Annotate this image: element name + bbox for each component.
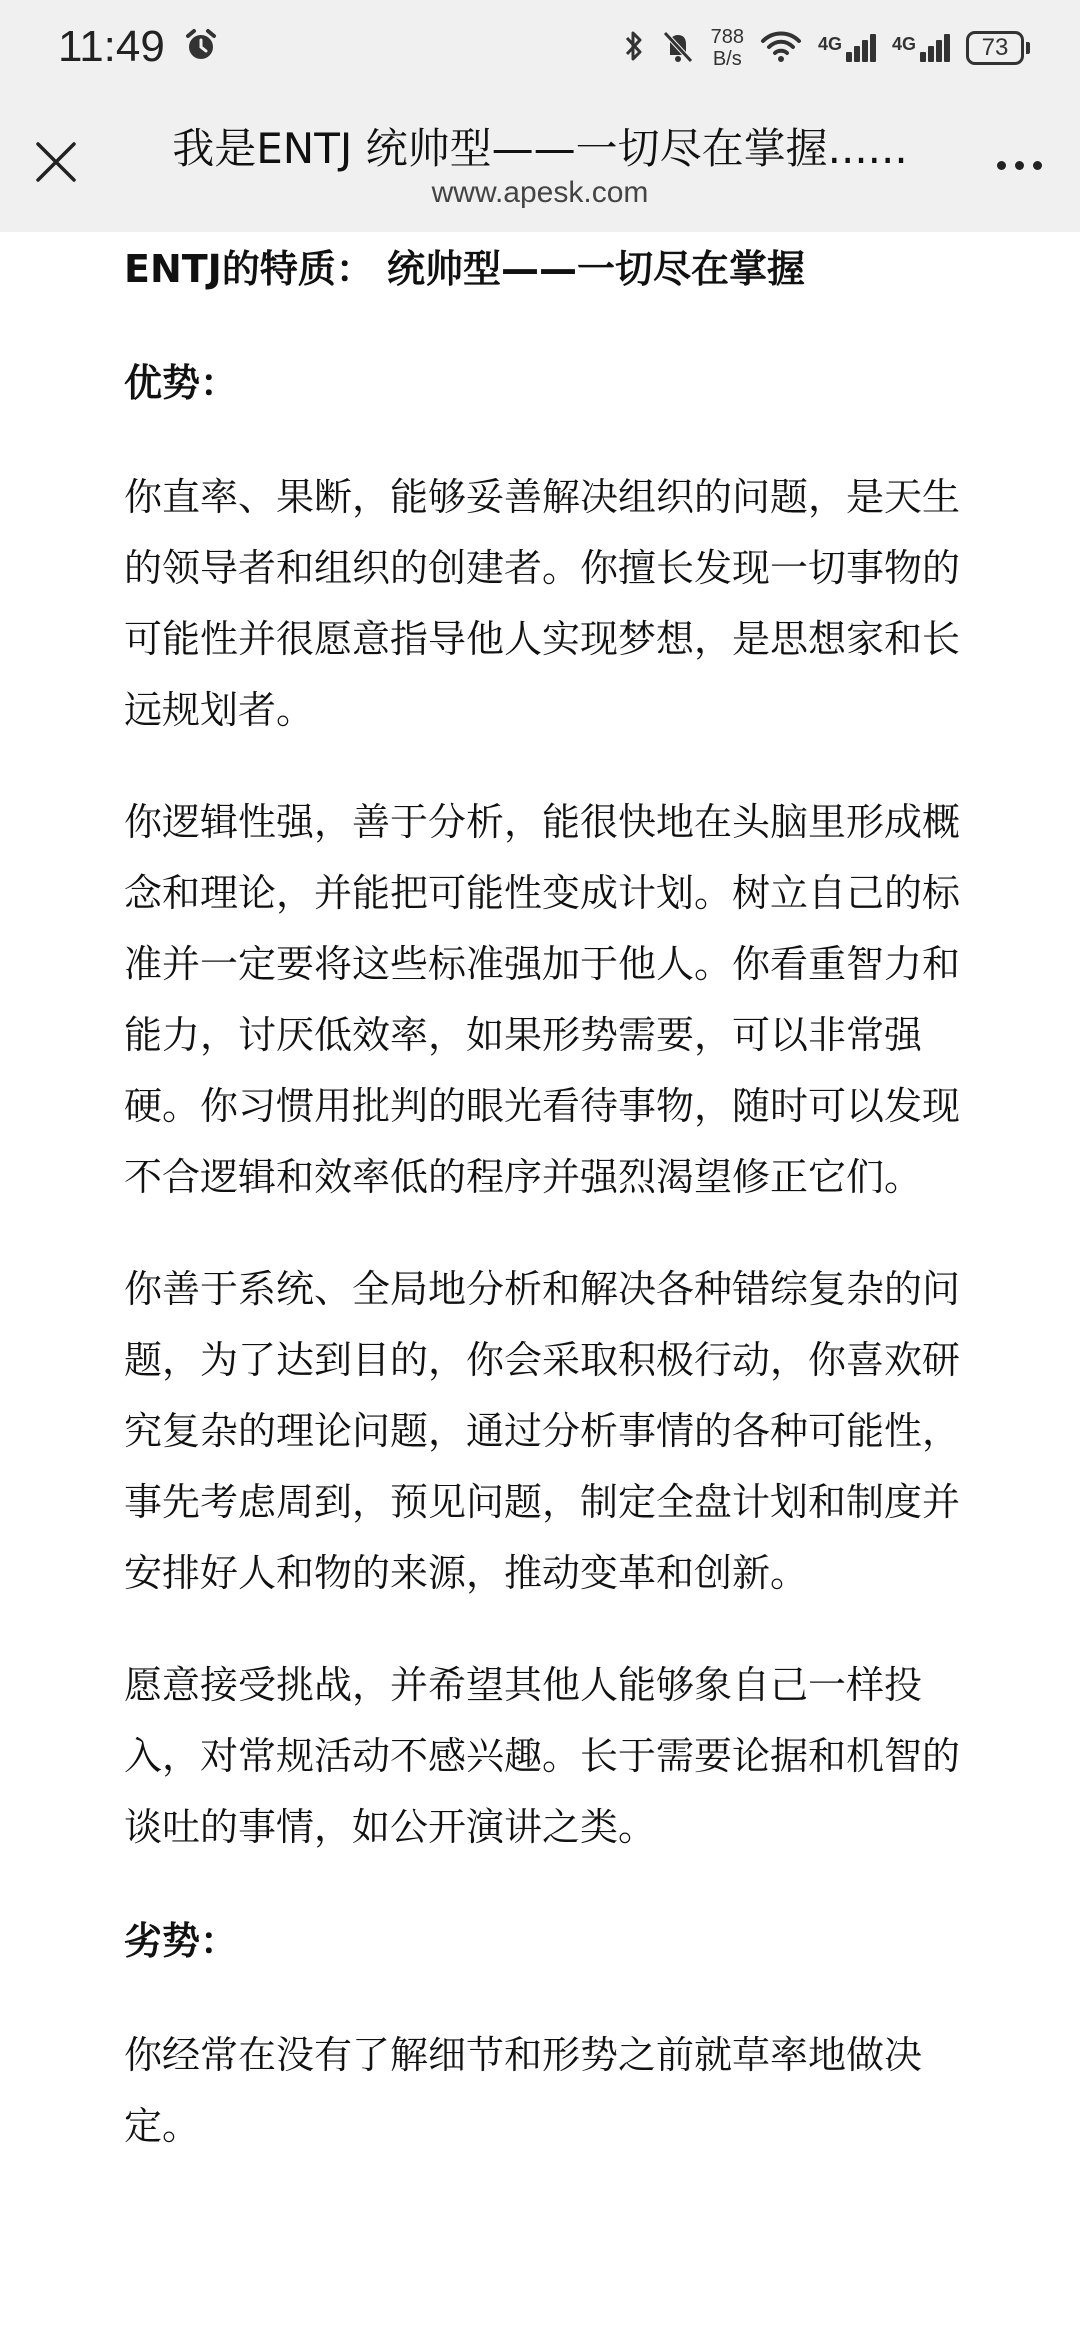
signal-icon-sim1 [818, 34, 876, 62]
wifi-icon [760, 29, 802, 67]
weaknesses-heading: 劣势： [124, 1919, 239, 1963]
more-button[interactable] [984, 140, 1054, 190]
article-content [124, 232, 964, 2162]
bluetooth-icon [623, 28, 645, 68]
page-url: www.apesk.com [431, 176, 649, 209]
paragraph: 你经常在没有了解细节和形势之前就草率地做决定。 [124, 2033, 923, 2148]
paragraph: 你直率、果断，能够妥善解决组织的问题，是天生的领导者和组织的创建者。你擅长发现一切事物的可能性并很愿意指导他人实现梦想，是思想家和长远规划者。 [124, 475, 961, 732]
battery-level: 73 [981, 34, 1009, 61]
battery-icon [966, 31, 1030, 65]
status-time [58, 22, 219, 74]
net-speed [711, 26, 744, 70]
sim1-label: 4G [817, 34, 842, 54]
mute-icon [661, 28, 695, 68]
paragraph: 愿意接受挑战，并希望其他人能够象自己一样投入，对常规活动不感兴趣。长于需要论据和机智的谈吐的事情，如公开演讲之类。 [124, 1663, 961, 1849]
article-heading: ENTJ的特质： 统帅型——一切尽在掌握 [124, 247, 806, 291]
close-button[interactable] [26, 132, 86, 192]
strengths-heading: 优势： [124, 361, 239, 405]
time-text: 11:49 [58, 22, 165, 71]
title-bar [0, 100, 1080, 232]
more-icon [997, 161, 1006, 170]
paragraph: 你善于系统、全局地分析和解决各种错综复杂的问题，为了达到目的，你会采取积极行动，你喜欢研究复杂的理论问题，通过分析事情的各种可能性，事先考虑周到，预见问题，制定全盘计划和制度并安排好人和物的来源，推动变革和创新。 [124, 1267, 961, 1595]
net-speed-unit: B/s [712, 48, 742, 70]
sim2-label: 4G [891, 34, 916, 54]
signal-icon-sim2 [892, 34, 950, 62]
paragraph: 你逻辑性强，善于分析，能很快地在头脑里形成概念和理论，并能把可能性变成计划。树立自己的标准并一定要将这些标准强加于他人。你看重智力和能力，讨厌低效率，如果形势需要，可以非常强硬。你习惯用批判的眼光看待事物，随时可以发现不合逻辑和效率低的程序并强烈渴望修正它们。 [124, 800, 961, 1199]
status-bar [0, 0, 1080, 100]
alarm-icon [183, 24, 219, 74]
page-title: 我是ENTJ 统帅型——一切尽在掌握...... [172, 124, 908, 173]
close-icon [34, 140, 78, 184]
net-speed-value: 788 [710, 26, 744, 48]
status-icons [623, 26, 1030, 70]
